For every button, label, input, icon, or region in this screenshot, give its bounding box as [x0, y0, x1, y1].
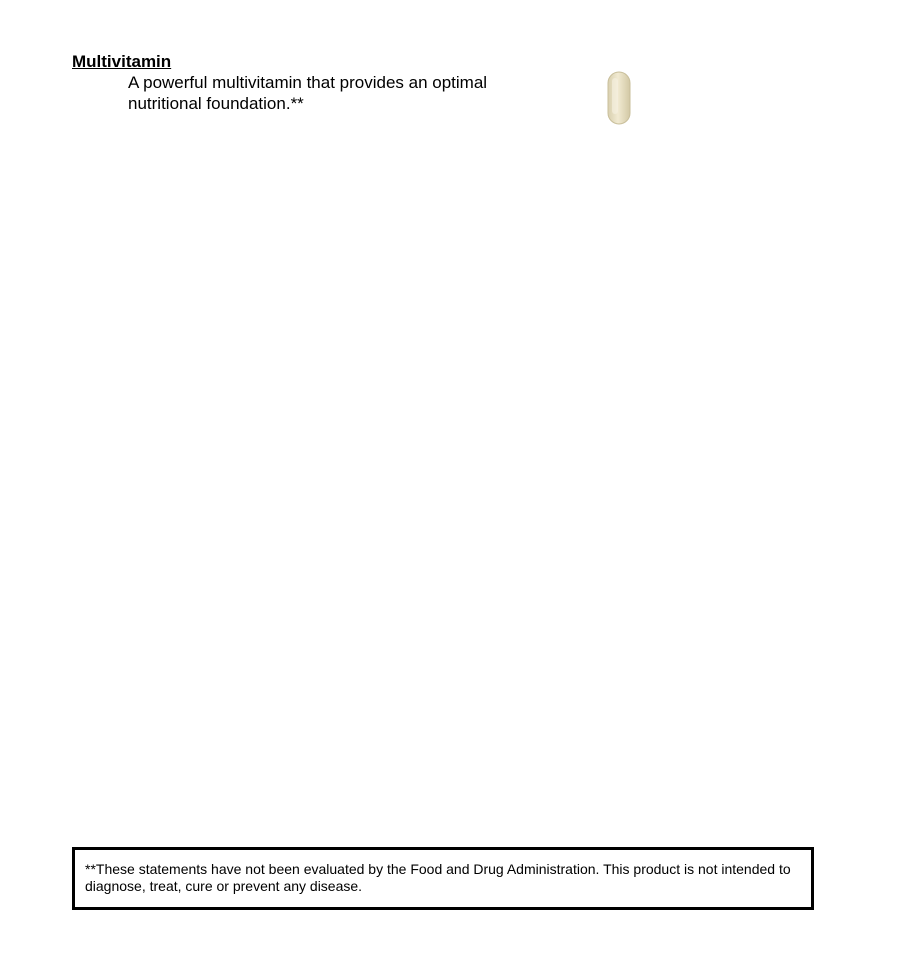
disclaimer-box [72, 847, 814, 910]
product-description: A powerful multivitamin that provides an optimal nutritional foundation.** [128, 73, 488, 113]
oval-tablet-icon [606, 71, 632, 125]
disclaimer-text: **These statements have not been evaluated by the Food and Drug Administration. This product is not intended to diagnose, treat, cure or prevent any disease. [85, 861, 791, 894]
product-title: Multivitamin [72, 52, 172, 71]
